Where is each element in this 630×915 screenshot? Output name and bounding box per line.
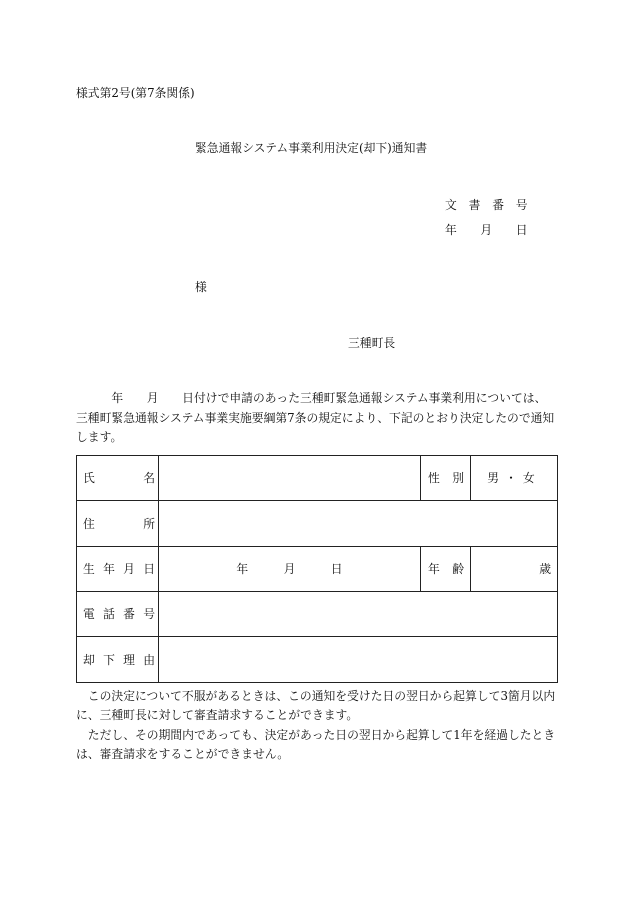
age-value-cell: [471, 547, 558, 592]
table-row-address: [77, 501, 558, 547]
sex-label-cell: [421, 456, 471, 501]
sender-name: 三種町長: [348, 336, 396, 350]
age-unit: 歳: [539, 562, 551, 576]
address-value-cell: [159, 501, 558, 547]
table-row-reason: [77, 637, 558, 683]
birth-date-placeholder: 年 月 日: [236, 562, 343, 576]
age-label-cell: [421, 547, 471, 592]
note-line: に、三種町長に対して審査請求することができます。: [76, 708, 359, 723]
name-value-cell: [159, 456, 421, 501]
body-line: 年 月 日付けで申請のあった三種町緊急通報システム事業利用については、: [76, 391, 547, 405]
document-title: 緊急通報システム事業利用決定(却下)通知書: [195, 141, 428, 155]
applicant-table: [76, 455, 558, 683]
body-line: 三種町緊急通報システム事業実施要綱第7条の規定により、下記のとおり決定したので通知: [76, 410, 555, 425]
sex-value-cell: [471, 456, 558, 501]
reason-value-cell: [159, 637, 558, 683]
address-label: 住所: [83, 516, 155, 531]
document-number-label: 文 書 番 号: [445, 198, 528, 212]
birth-label: 生年月日: [83, 562, 155, 576]
note-line: は、審査請求をすることができません。: [76, 747, 290, 762]
notice-body: [76, 389, 566, 448]
name-label: 氏名: [83, 471, 155, 485]
phone-label: 電話番号: [83, 607, 155, 621]
document-date-label: 年 月 日: [445, 223, 528, 237]
sex-label: 性別: [428, 471, 464, 485]
reason-label: 却下理由: [83, 652, 155, 667]
body-line: します。: [76, 430, 123, 444]
addressee-suffix: 様: [195, 280, 207, 294]
table-row-phone: [77, 592, 558, 637]
note-line: ただし、その期間内であっても、決定があった日の翌日から起算して1年を経過したとき: [76, 727, 556, 742]
sex-options: 男・女: [487, 471, 541, 485]
birth-value-cell: [159, 547, 421, 592]
birth-label-cell: [77, 547, 159, 592]
reason-label-cell: [77, 637, 159, 683]
note-line: この決定について不服があるときは、この通知を受けた日の翌日から起算して3箇月以内: [76, 689, 556, 703]
address-label-cell: [77, 501, 159, 547]
appeal-notes: [76, 687, 566, 765]
phone-value-cell: [159, 592, 558, 637]
table-row-birth: [77, 547, 558, 592]
form-number: 様式第2号(第7条関係): [76, 86, 195, 100]
table-row-name: [77, 456, 558, 501]
name-label-cell: [77, 456, 159, 501]
phone-label-cell: [77, 592, 159, 637]
age-label: 年齢: [428, 562, 464, 576]
